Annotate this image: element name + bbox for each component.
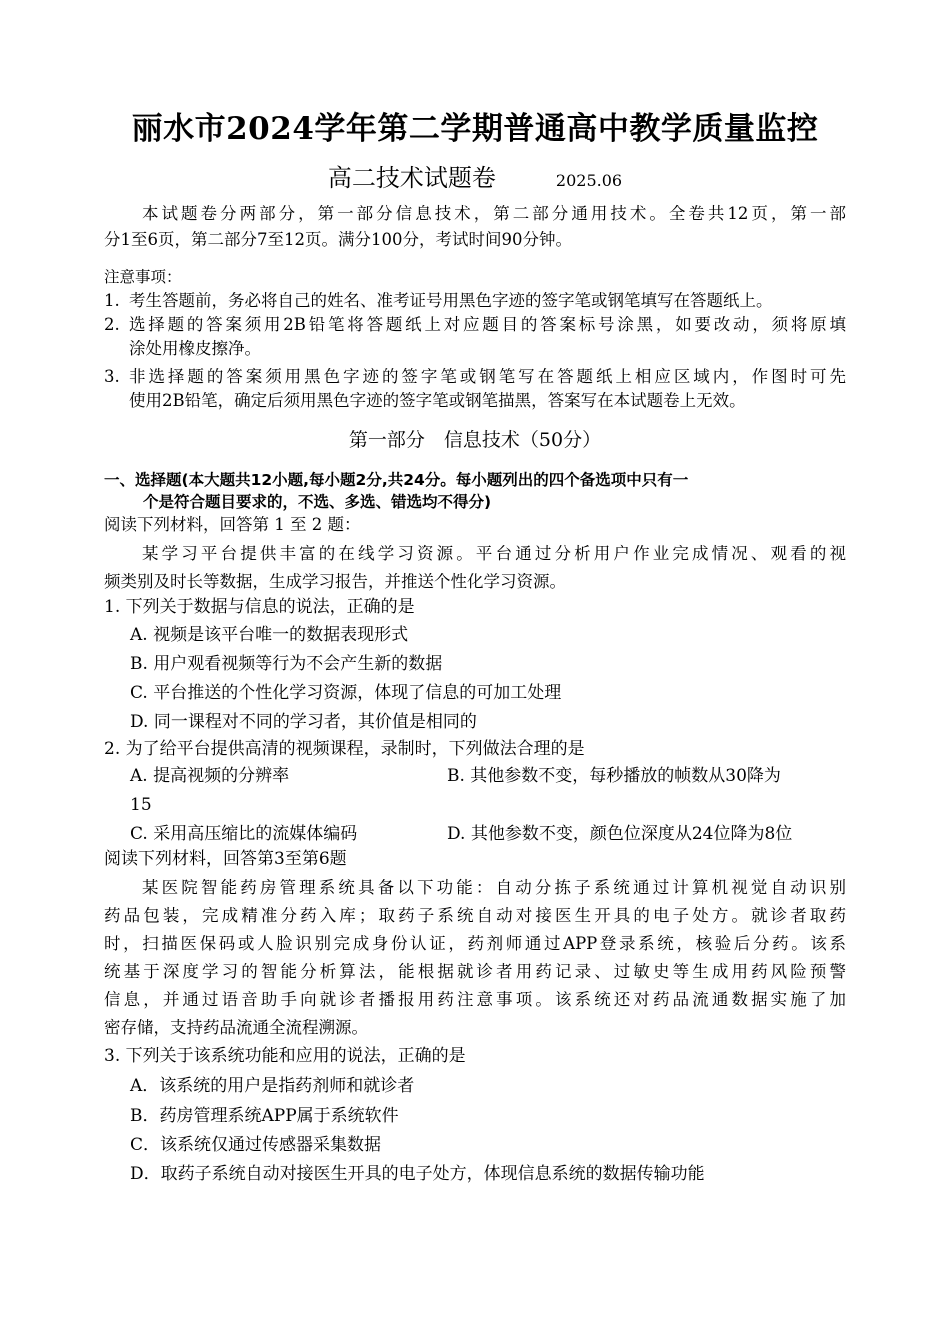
material-2-line: 时，扫描医保码或人脸识别完成身份认证，药剂师通过APP登录系统，核验后分药。该系 bbox=[104, 934, 846, 953]
question-1-option-b: B. 用户观看视频等行为不会产生新的数据 bbox=[130, 654, 443, 674]
material-2-line: 密存储，支持药品流通全流程溯源。 bbox=[104, 1018, 368, 1037]
question-2-stem: 2. 为了给平台提供高清的视频课程，录制时，下列做法合理的是 bbox=[104, 739, 585, 759]
exam-subtitle: 高二技术试题卷 bbox=[327, 164, 496, 192]
notice-item-number: 1. bbox=[104, 291, 120, 310]
material-2-line: 药品包装，完成精准分药入库；取药子系统自动对接医生开具的电子处方。就诊者取药 bbox=[104, 906, 846, 925]
question-1-stem: 1. 下列关于数据与信息的说法，正确的是 bbox=[104, 597, 415, 617]
question-3-option-c: C．该系统仅通过传感器采集数据 bbox=[130, 1135, 382, 1155]
intro-line-1: 本试题卷分两部分，第一部分信息技术，第二部分通用技术。全卷共12页，第一部 bbox=[142, 204, 846, 223]
section-heading-line-2: 个是符合题目要求的，不选、多选、错选均不得分) bbox=[143, 493, 492, 511]
question-2-option-b: B. 其他参数不变，每秒播放的帧数从30降为 bbox=[447, 766, 781, 786]
notice-item-1-text: 考生答题前，务必将自己的姓名、准考证号用黑色字迹的签字笔或钢笔填写在答题纸上。 bbox=[129, 291, 773, 310]
section-heading-line-1: 一、选择题(本大题共12小题,每小题2分,共24分。每小题列出的四个备选项中只有一 bbox=[104, 471, 689, 489]
intro-line-2: 分1至6页，第二部分7至12页。满分100分，考试时间90分钟。 bbox=[104, 230, 572, 249]
question-3-option-b: B．药房管理系统APP属于系统软件 bbox=[130, 1106, 399, 1126]
notice-heading: 注意事项： bbox=[104, 268, 182, 286]
notice-item-number: 2. bbox=[104, 315, 120, 334]
exam-date: 2025.06 bbox=[555, 171, 623, 190]
notice-item-3-text: 非选择题的答案须用黑色字迹的签字笔或钢笔写在答题纸上相应区域内，作图时可先 bbox=[129, 367, 846, 386]
material-1-line: 频类别及时长等数据，生成学习报告，并推送个性化学习资源。 bbox=[104, 572, 566, 591]
notice-item-number: 3. bbox=[104, 367, 120, 386]
material-1-intro: 阅读下列材料，回答第 1 至 2 题： bbox=[104, 515, 361, 534]
question-3-option-a: A．该系统的用户是指药剂师和就诊者 bbox=[130, 1076, 415, 1096]
part-title: 第一部分 信息技术（50分） bbox=[348, 429, 602, 451]
material-2-line: 统基于深度学习的智能分析算法，能根据就诊者用药记录、过敏史等生成用药风险预警 bbox=[104, 962, 846, 981]
exam-title: 丽水市2024学年第二学期普通高中教学质量监控 bbox=[131, 111, 819, 147]
exam-subtitle-row bbox=[0, 158, 950, 193]
question-1-option-a: A. 视频是该平台唯一的数据表现形式 bbox=[130, 625, 409, 645]
material-2-intro: 阅读下列材料，回答第3至第6题 bbox=[104, 849, 347, 869]
question-3-option-d: D．取药子系统自动对接医生开具的电子处方，体现信息系统的数据传输功能 bbox=[130, 1164, 705, 1184]
question-1-option-d: D. 同一课程对不同的学习者，其价值是相同的 bbox=[130, 712, 477, 732]
material-2-line: 信息，并通过语音助手向就诊者播报用药注意事项。该系统还对药品流通数据实施了加 bbox=[104, 990, 846, 1009]
material-1-line: 某学习平台提供丰富的在线学习资源。平台通过分析用户作业完成情况、观看的视 bbox=[142, 544, 846, 563]
question-2-option-c: C. 采用高压缩比的流媒体编码 bbox=[130, 824, 358, 844]
question-2-option-b-continued: 15 bbox=[130, 795, 152, 815]
notice-item-3-text-cont: 使用2B铅笔，确定后须用黑色字迹的签字笔或钢笔描黑，答案写在本试题卷上无效。 bbox=[129, 391, 746, 410]
material-2-line: 某医院智能药房管理系统具备以下功能：自动分拣子系统通过计算机视觉自动识别 bbox=[142, 878, 846, 897]
question-2-option-a: A. 提高视频的分辨率 bbox=[130, 766, 290, 786]
notice-item-2-text-cont: 涂处用橡皮擦净。 bbox=[129, 339, 261, 358]
question-3-stem: 3. 下列关于该系统功能和应用的说法，正确的是 bbox=[104, 1046, 466, 1066]
question-2-option-d: D. 其他参数不变，颜色位深度从24位降为8位 bbox=[447, 824, 793, 844]
notice-item-2-text: 选择题的答案须用2B铅笔将答题纸上对应题目的答案标号涂黑，如要改动，须将原填 bbox=[129, 315, 846, 334]
question-1-option-c: C. 平台推送的个性化学习资源，体现了信息的可加工处理 bbox=[130, 683, 562, 703]
